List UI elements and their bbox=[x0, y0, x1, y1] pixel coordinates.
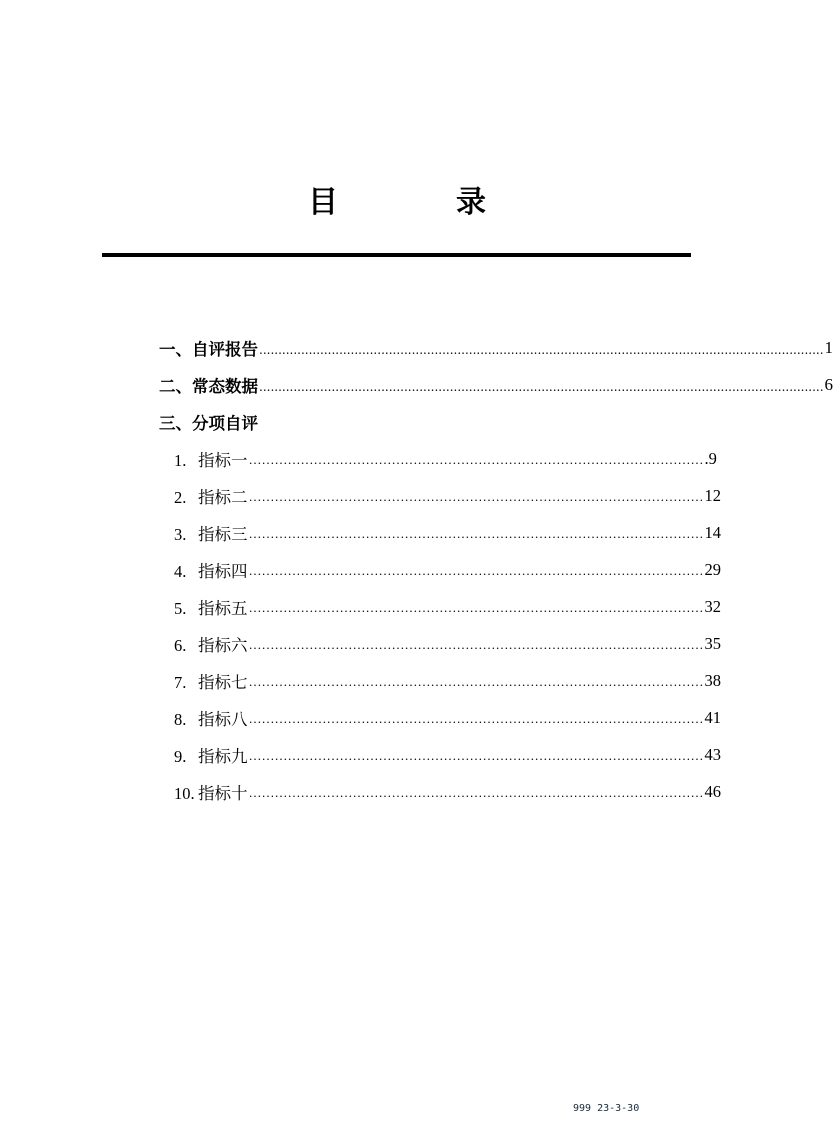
indicator-number: 3. bbox=[174, 524, 187, 544]
dot-leader: …………………………………………………………………………………………… bbox=[248, 637, 704, 652]
toc-page-number: 35 bbox=[704, 633, 721, 653]
indicator-number: 5. bbox=[174, 598, 187, 618]
indicator-label: 指标五 bbox=[198, 598, 248, 618]
toc-entry-label: 一、自评报告 bbox=[159, 339, 258, 359]
toc-page-number: 32 bbox=[704, 596, 721, 616]
indicator-label: 指标八 bbox=[198, 709, 248, 729]
dot-leader: …………………………………………………………………………………………… bbox=[248, 489, 704, 504]
toc-page-number: 12 bbox=[704, 485, 721, 505]
title-char-mu: 目 bbox=[308, 185, 338, 220]
toc-page-number: .9 bbox=[704, 448, 717, 468]
indicator-label: 指标三 bbox=[198, 524, 248, 544]
toc-entry-label bbox=[174, 558, 248, 582]
dot-leader: …………………………………………………………………………………………… bbox=[248, 748, 704, 763]
toc-page-number: 43 bbox=[704, 744, 721, 764]
toc-entry-routine-data[interactable] bbox=[159, 366, 833, 403]
toc-entry-itemized-self-evaluation[interactable] bbox=[159, 403, 664, 440]
toc-entry-indicator-9[interactable] bbox=[174, 736, 721, 773]
dot-leader: …………………………………………………………………………………………… bbox=[248, 452, 704, 467]
toc-page-number: 6 bbox=[824, 374, 833, 394]
indicator-label: 指标二 bbox=[198, 487, 248, 507]
indicator-label: 指标七 bbox=[198, 672, 248, 692]
indicator-label: 指标一 bbox=[198, 450, 248, 470]
toc-page-number: 14 bbox=[704, 522, 721, 542]
toc-entry-label: 二、常态数据 bbox=[159, 376, 258, 396]
dot-leader: …………………………………………………………………………………………… bbox=[248, 711, 704, 726]
indicator-number: 8. bbox=[174, 709, 187, 729]
toc-entry-label: 三、分项自评 bbox=[159, 413, 258, 433]
toc-entry-label bbox=[174, 706, 248, 730]
toc-entry-indicator-3[interactable] bbox=[174, 514, 721, 551]
toc-entry-label bbox=[174, 447, 248, 471]
indicator-number: 1. bbox=[174, 450, 187, 470]
toc-entry-label bbox=[174, 743, 248, 767]
toc-page-number: 41 bbox=[704, 707, 721, 727]
indicator-number: 6. bbox=[174, 635, 187, 655]
toc-entry-indicator-2[interactable] bbox=[174, 477, 721, 514]
toc-entry-indicator-4[interactable] bbox=[174, 551, 721, 588]
dot-leader: …………………………………………………………………………………………… bbox=[248, 785, 704, 800]
toc-entry-indicator-8[interactable] bbox=[174, 699, 721, 736]
dot-leader: …………………………………………………………………………………………… bbox=[248, 526, 704, 541]
toc-entry-indicator-7[interactable] bbox=[174, 662, 721, 699]
dot-leader: …………………………………………………………………………………………… bbox=[248, 674, 704, 689]
toc-entry-label bbox=[174, 595, 248, 619]
toc-entry-indicator-6[interactable] bbox=[174, 625, 721, 662]
dot-leader: .................................................................................................................................................... bbox=[259, 380, 824, 394]
dot-leader: .................................................................................................................................................... bbox=[259, 343, 824, 357]
toc-entry-indicator-1[interactable] bbox=[174, 440, 717, 477]
title-divider bbox=[102, 253, 691, 257]
toc-page-number: 1 bbox=[824, 337, 833, 357]
title-char-lu: 录 bbox=[456, 185, 486, 220]
toc-title bbox=[0, 183, 793, 223]
toc-entry-label bbox=[174, 669, 248, 693]
indicator-label: 指标四 bbox=[198, 561, 248, 581]
toc-entry-self-evaluation-report[interactable] bbox=[159, 329, 833, 366]
indicator-label: 指标九 bbox=[198, 746, 248, 766]
toc-page-number: 38 bbox=[704, 670, 721, 690]
toc-entry-indicator-10[interactable] bbox=[174, 773, 721, 810]
toc-entry-label bbox=[174, 780, 248, 804]
indicator-number: 10. bbox=[174, 783, 195, 803]
toc-entry-label bbox=[174, 632, 248, 656]
indicator-number: 7. bbox=[174, 672, 187, 692]
indicator-label: 指标六 bbox=[198, 635, 248, 655]
toc-page-number: 29 bbox=[704, 559, 721, 579]
indicator-label: 指标十 bbox=[198, 783, 248, 803]
toc-page-number: 46 bbox=[704, 781, 721, 801]
dot-leader: …………………………………………………………………………………………… bbox=[248, 600, 704, 615]
indicator-number: 2. bbox=[174, 487, 187, 507]
dot-leader: …………………………………………………………………………………………… bbox=[248, 563, 704, 578]
toc-entry-label bbox=[174, 484, 248, 508]
indicator-number: 4. bbox=[174, 561, 187, 581]
toc-entry-indicator-5[interactable] bbox=[174, 588, 721, 625]
footer-stamp: 999 23-3-30 bbox=[573, 1103, 640, 1114]
indicator-number: 9. bbox=[174, 746, 187, 766]
toc-entry-label bbox=[174, 521, 248, 545]
